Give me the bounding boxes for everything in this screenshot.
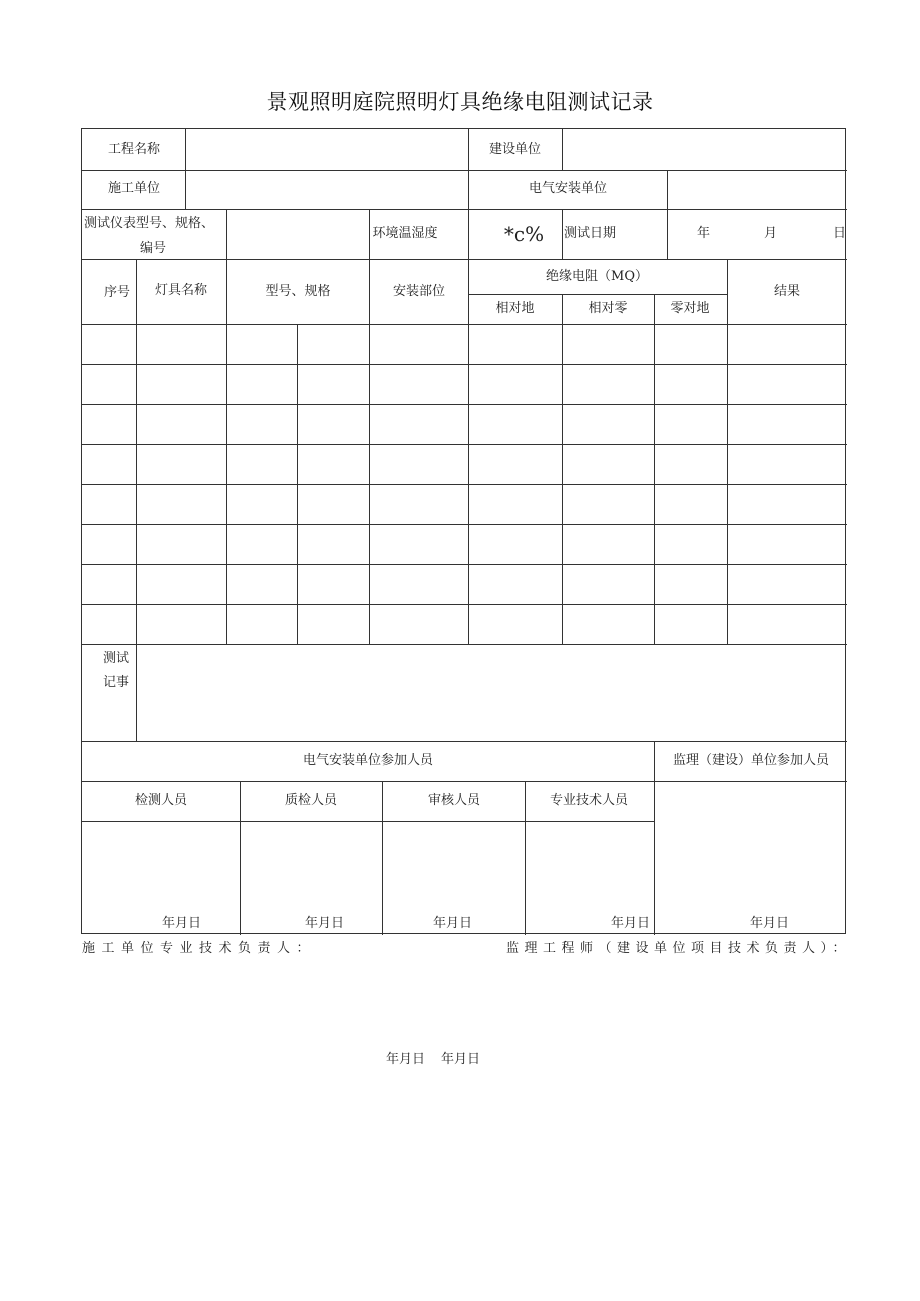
reviewer-label: 审核人员: [427, 793, 481, 808]
project-name-label: 工程名称: [107, 142, 161, 157]
builder-label: 建设单位: [488, 142, 542, 157]
construction-tech-lead: 施工单位专业技术负责人：: [82, 941, 317, 956]
day-label: 日: [833, 226, 847, 241]
row-divider: [82, 484, 847, 485]
subheader-divider: [468, 294, 727, 295]
reviewer-date: 年月日: [433, 916, 473, 931]
header-phase-neutral: 相对零: [588, 301, 628, 316]
test-date-label: 测试日期: [564, 226, 617, 241]
row-divider: [82, 364, 847, 365]
quality-date: 年月日: [305, 916, 345, 931]
environment-label: 环境温湿度: [372, 226, 438, 241]
row-divider: [82, 564, 847, 565]
footer-date-1: 年月日: [386, 1052, 426, 1067]
row-divider: [82, 259, 847, 260]
row-divider: [82, 781, 847, 782]
supervisor-participants-label: 监理（建设）单位参加人员: [672, 753, 830, 768]
header-phase-ground: 相对地: [495, 301, 535, 316]
technician-label: 专业技术人员: [549, 793, 629, 808]
month-label: 月: [764, 226, 778, 241]
header-neutral-ground: 零对地: [670, 301, 710, 316]
instrument-label-2: 编号: [140, 241, 167, 256]
supervisor-date: 年月日: [750, 916, 790, 931]
header-model-spec: 型号、规格: [265, 284, 331, 299]
record-form: [81, 128, 846, 934]
page-title: 景观照明庭院照明灯具绝缘电阻测试记录: [266, 90, 654, 114]
header-lamp-name: 灯具名称: [154, 283, 208, 298]
row-divider: [82, 644, 847, 645]
quality-label: 质检人员: [284, 793, 338, 808]
header-insulation: 绝缘电阻（MQ）: [546, 269, 648, 284]
row-divider: [82, 524, 847, 525]
row-divider: [82, 324, 847, 325]
environment-value: *c%: [503, 222, 545, 246]
instrument-label: 测试仪表型号、规格、: [84, 216, 215, 231]
header-install-location: 安装部位: [392, 284, 446, 299]
row-divider: [82, 444, 847, 445]
supervising-engineer: 监理工程师（建设单位项目技术负责人）：: [506, 941, 852, 956]
notes-label-2: 记事: [103, 675, 130, 690]
inspector-label: 检测人员: [134, 793, 188, 808]
row-divider: [82, 821, 654, 822]
electrical-participants-label: 电气安装单位参加人员: [302, 753, 434, 768]
row-divider: [82, 604, 847, 605]
technician-date: 年月日: [611, 916, 651, 931]
electrical-unit-label: 电气安装单位: [528, 181, 608, 196]
row-divider: [82, 404, 847, 405]
inspector-date: 年月日: [162, 916, 202, 931]
row-divider: [82, 209, 847, 210]
header-seq: 序号: [103, 285, 131, 300]
header-result: 结果: [773, 284, 801, 299]
notes-label: 测试: [103, 651, 130, 666]
construction-unit-label: 施工单位: [107, 181, 161, 196]
footer-date-2: 年月日: [441, 1052, 481, 1067]
row-divider: [82, 741, 847, 742]
year-label: 年: [697, 226, 711, 241]
row-divider: [82, 170, 847, 171]
